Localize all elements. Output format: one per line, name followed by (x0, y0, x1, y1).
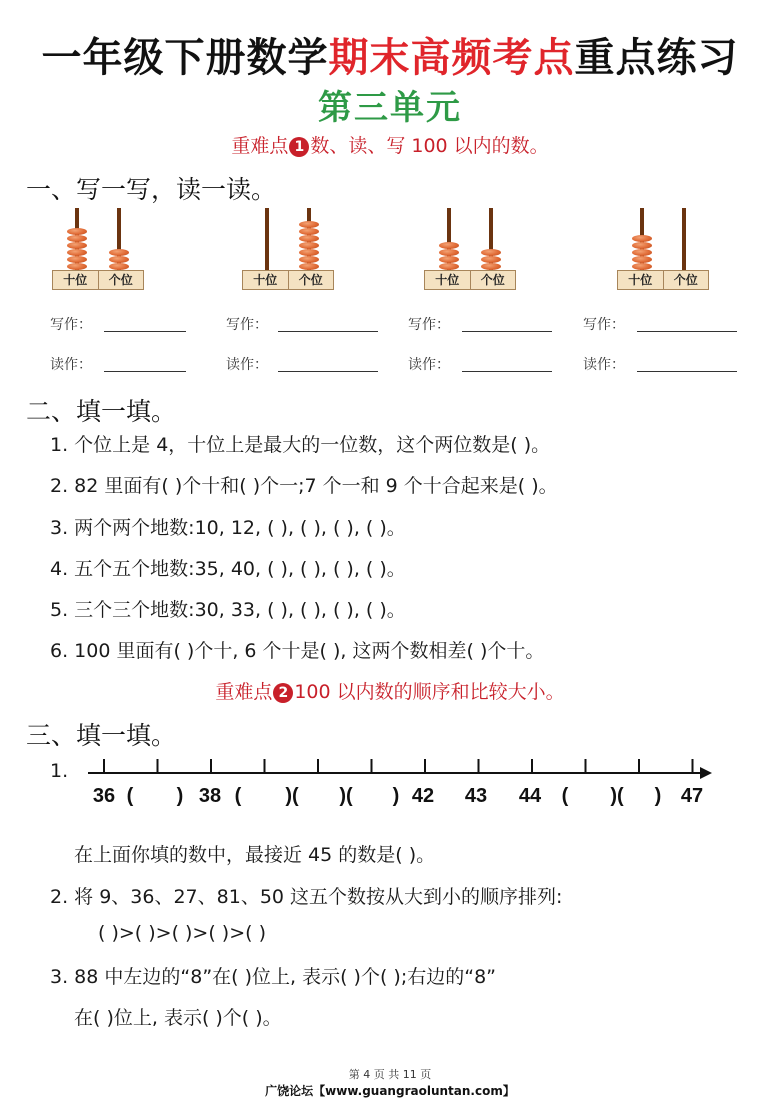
abacus-label-tens: 十位 (435, 273, 460, 287)
title-highlight: 期末高频考点 (328, 35, 575, 81)
keypoint-1-text: 数、读、写 100 以内的数。 (310, 135, 549, 157)
number-line-labels (93, 785, 703, 807)
number-line-ticks (104, 759, 693, 773)
number-line (80, 755, 720, 815)
abacus-base (52, 270, 144, 290)
keypoint-1-number: 1 (289, 137, 309, 157)
write-label-4: 写作： (583, 317, 625, 333)
number-line-arrow (700, 767, 712, 779)
read-label-1: 读作： (50, 357, 92, 373)
read-blank-3[interactable] (462, 371, 552, 372)
number-line-label: )( (339, 785, 353, 807)
keypoint-2 (0, 677, 780, 704)
abacus-bead (439, 249, 459, 256)
number-line-label: 38 (198, 785, 222, 807)
write-label-1: 写作： (50, 317, 92, 333)
abacus-bead (109, 249, 129, 256)
read-blank-2[interactable] (278, 371, 378, 372)
abacus-bead (109, 263, 129, 270)
keypoint-2-prefix: 重难点 (215, 681, 273, 703)
title-part-3: 重点练习 (574, 35, 739, 81)
abacus-4 (617, 206, 709, 290)
abacus-bead (67, 249, 87, 256)
abacus-bead (439, 263, 459, 270)
abacus-bead (299, 242, 319, 249)
page-number: 第 4 页 共 11 页 (348, 1068, 432, 1081)
abacus-bead (299, 228, 319, 235)
abacus-bead (299, 235, 319, 242)
abacus-label-ones: 个位 (288, 271, 334, 289)
fill-question-4: 4. 五个五个地数:35, 40, ( ), ( ), ( ), ( )。 (50, 558, 406, 580)
abacus-bead (299, 263, 319, 270)
question-2-text: 2. 将 9、36、27、81、50 这五个数按从大到小的顺序排列: (50, 886, 563, 908)
question-3-line-2: 在( )位上, 表示( )个( )。 (74, 1007, 282, 1029)
number-line-label: ( (126, 785, 134, 807)
keypoint-1 (0, 131, 780, 158)
write-blank-2[interactable] (278, 331, 378, 332)
abacus-bead (632, 249, 652, 256)
abacus-bead (299, 249, 319, 256)
number-line-label: 43 (464, 785, 488, 807)
number-line-label: 42 (411, 785, 435, 807)
abacus-bead (67, 256, 87, 263)
number-line-label: )( (610, 785, 624, 807)
read-blank-1[interactable] (104, 371, 186, 372)
abacus-1 (52, 206, 144, 290)
keypoint-1-prefix: 重难点 (231, 135, 289, 157)
abacus-label-ones: 个位 (98, 271, 144, 289)
abacus-bead (481, 256, 501, 263)
abacus-bead (439, 256, 459, 263)
abacus-label-tens: 十位 (628, 273, 653, 287)
abacus-3 (424, 206, 516, 290)
abacus-bead (632, 256, 652, 263)
abacus-2 (242, 206, 334, 290)
abacus-rod-ones (682, 208, 686, 270)
abacus-base (242, 270, 334, 290)
abacus-label-ones: 个位 (663, 271, 709, 289)
read-label-4: 读作： (583, 357, 625, 373)
number-line-label: ) (654, 785, 662, 807)
abacus-bead (67, 228, 87, 235)
read-label-3: 读作： (408, 357, 450, 373)
abacus-base (617, 270, 709, 290)
read-blank-4[interactable] (637, 371, 737, 372)
fill-question-1: 1. 个位上是 4，十位上是最大的一位数，这个两位数是( )。 (50, 434, 551, 456)
abacus-label-ones: 个位 (470, 271, 516, 289)
number-line-label: ) (392, 785, 400, 807)
abacus-bead (481, 263, 501, 270)
number-line-label: ) (176, 785, 184, 807)
abacus-bead (299, 256, 319, 263)
abacus-bead (439, 242, 459, 249)
abacus-bead (67, 235, 87, 242)
fill-question-6: 6. 100 里面有( )个十, 6 个十是( ), 这两个数相差( )个十。 (50, 640, 545, 662)
question-1-number: 1. (50, 760, 69, 782)
abacus-rod-tens (265, 208, 269, 270)
number-line-label: ( (561, 785, 569, 807)
question-2-blanks[interactable]: ( )>( )>( )>( )>( ) (98, 922, 267, 944)
section-2-heading: 二、填一填。 (26, 397, 177, 426)
section-3-heading: 三、填一填。 (26, 721, 177, 750)
write-label-2: 写作： (226, 317, 268, 333)
fill-question-2: 2. 82 里面有( )个十和( )个一;7 个一和 9 个十合起来是( )。 (50, 475, 558, 497)
keypoint-2-number: 2 (273, 683, 293, 703)
abacus-label-tens: 十位 (63, 273, 88, 287)
page-title (0, 26, 780, 83)
write-blank-1[interactable] (104, 331, 186, 332)
number-line-label: 44 (518, 785, 542, 807)
number-line-label: ( (234, 785, 242, 807)
fill-question-5: 5. 三个三个地数:30, 33, ( ), ( ), ( ), ( )。 (50, 599, 406, 621)
abacus-bead (109, 256, 129, 263)
write-blank-4[interactable] (637, 331, 737, 332)
footer-site: 广饶论坛【www.guangraoluntan.com】 (265, 1084, 515, 1098)
abacus-bead (67, 263, 87, 270)
read-label-2: 读作： (226, 357, 268, 373)
number-line-label: )( (285, 785, 299, 807)
abacus-bead (299, 221, 319, 228)
question-3-line-1: 3. 88 中左边的“8”在( )位上, 表示( )个( );右边的“8” (50, 966, 497, 988)
unit-subtitle: 第三单元 (318, 88, 462, 128)
fill-question-3: 3. 两个两个地数:10, 12, ( ), ( ), ( ), ( )。 (50, 517, 406, 539)
abacus-bead (67, 242, 87, 249)
keypoint-2-text: 100 以内数的顺序和比较大小。 (294, 681, 565, 703)
write-blank-3[interactable] (462, 331, 552, 332)
number-line-label: 47 (680, 785, 704, 807)
abacus-bead (632, 263, 652, 270)
abacus-base (424, 270, 516, 290)
question-1-followup: 在上面你填的数中，最接近 45 的数是( )。 (74, 844, 436, 866)
number-line-label: 36 (92, 785, 116, 807)
title-part-1: 一年级下册数学 (41, 35, 329, 81)
section-1-heading: 一、写一写，读一读。 (26, 175, 277, 204)
abacus-bead (632, 235, 652, 242)
abacus-bead (632, 242, 652, 249)
abacus-bead (481, 249, 501, 256)
write-label-3: 写作： (408, 317, 450, 333)
abacus-label-tens: 十位 (253, 273, 278, 287)
